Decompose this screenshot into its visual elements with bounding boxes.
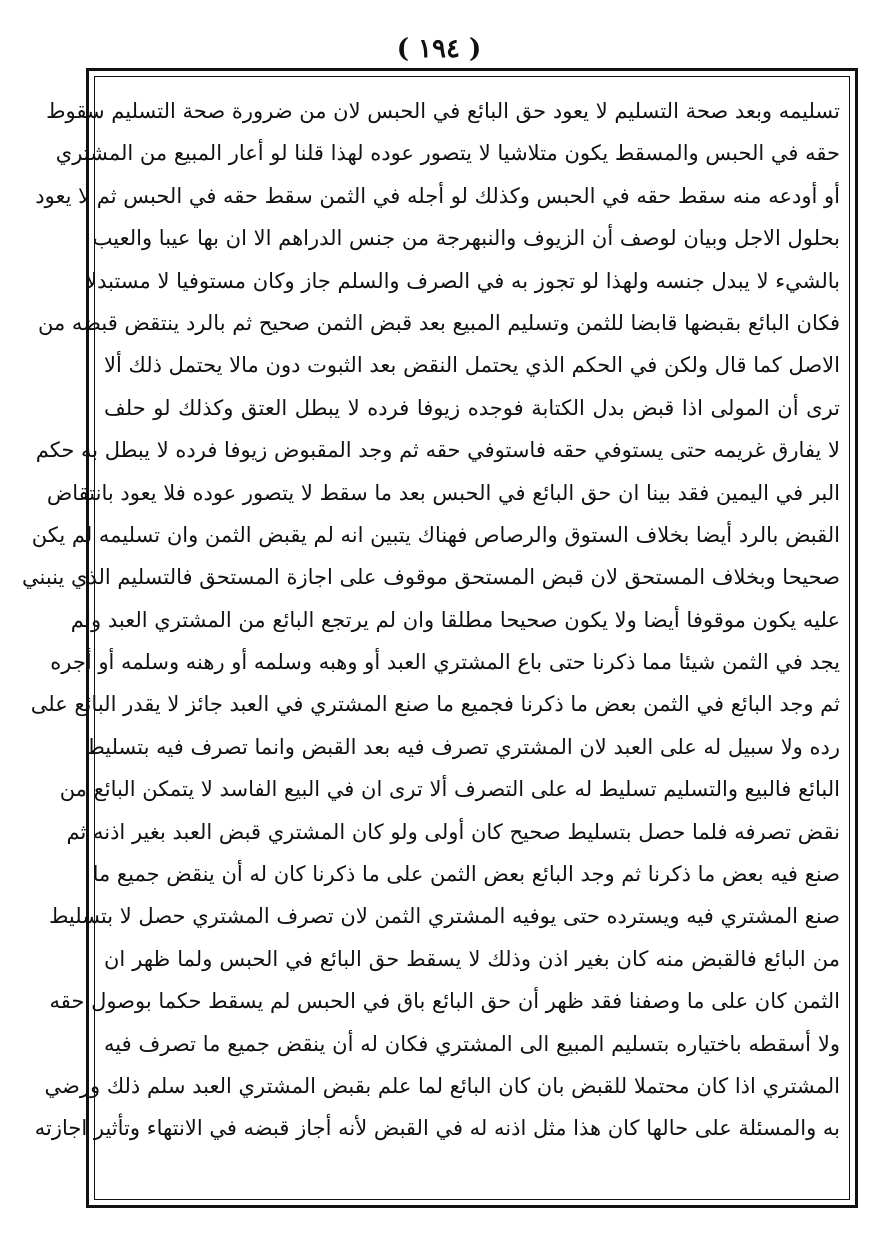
text-line: الثمن كان على ما وصفنا فقد ظهر أن حق البائع باق في الحبس لم يسقط حكما بوصول حقه bbox=[49, 989, 840, 1014]
text-line: تسليمه وبعد صحة التسليم لا يعود حق البائع في الحبس لان من ضرورة صحة التسليم سقوط bbox=[46, 99, 840, 123]
text-line: فكان البائع بقبضها قابضا للثمن وتسليم المبيع بعد قبض الثمن صحيح ثم بالرد ينتقض قبضه من bbox=[37, 310, 840, 335]
text-line: نقض تصرفه فلما حصل بتسليط صحيح كان أولى ولو كان المشتري قبض العبد بغير اذنه ثم bbox=[66, 819, 840, 844]
text-line: عليه يكون موقوفا أيضا ولا يكون صحيحا مطلقا وان لم يرتجع البائع من المشتري العبد ولم bbox=[70, 607, 840, 632]
text-line: لا يفارق غريمه حتى يستوفي حقه فاستوفي حقه ثم وجد المقبوض زيوفا فرده لا يبطل به حكم bbox=[35, 438, 840, 463]
page-number: ( ١٩٤ ) bbox=[396, 34, 482, 64]
text-line: أو أودعه منه سقط حقه في الحبس وكذلك لو أجله في الثمن سقط حقه في الحبس ثم لا يعود bbox=[35, 183, 840, 208]
text-line: بحلول الاجل وبيان لوصف أن الزيوف والنبهرجة من جنس الدراهم الا ان بها عيبا والعيب bbox=[92, 226, 840, 251]
text-line: بالشيء لا يبدل جنسه ولهذا لو تجوز به في الصرف والسلم جاز وكان مستوفيا لا مستبدلا bbox=[85, 268, 840, 293]
text-line: صنع فيه بعض ما ذكرنا ثم وجد البائع بعض الثمن على ما ذكرنا كان له أن ينقض جميع ما bbox=[92, 862, 840, 887]
text-line: القبض بالرد أيضا بخلاف الستوق والرصاص فهناك يتبين انه لم يقبض الثمن وان تسليمه لم يكن bbox=[31, 522, 840, 547]
text-line: الاصل كما قال ولكن في الحكم الذي يحتمل النقض بعد الثبوت دون مالا يحتمل ذلك ألا bbox=[104, 353, 840, 378]
text-line: رده ولا سبيل له على العبد لان المشتري تصرف فيه بعد القبض وانما تصرف فيه بتسليط bbox=[85, 734, 840, 759]
text-line: ثم وجد البائع في الثمن بعض ما ذكرنا فجميع ما صنع المشتري في العبد جائز لا يقدر البائع على bbox=[30, 692, 840, 717]
text-line: ترى أن المولى اذا قبض بدل الكتابة فوجده زيوفا فرده لا يبطل العتق وكذلك لو حلف bbox=[104, 395, 840, 420]
text-line: البر في اليمين فقد بينا ان حق البائع في الحبس بعد ما سقط لا يتصور عوده فلا يعود بانتقاض bbox=[46, 480, 840, 505]
text-line: من البائع فالقبض منه كان بغير اذن وذلك لا يسقط حق البائع في الحبس ولما ظهر ان bbox=[104, 946, 840, 971]
text-line: البائع فالبيع والتسليم تسليط له على التصرف ألا ترى ان في البيع الفاسد لا يتمكن البائع من bbox=[59, 777, 840, 802]
text-line: يجد في الثمن شيئا مما ذكرنا حتى باع المشتري العبد أو وهبه وسلمه أو رهنه وسلمه أو أجره bbox=[50, 650, 840, 675]
main-text bbox=[22, 90, 840, 1150]
text-line: صحيحا وبخلاف المستحق لان قبض المستحق موقوف على اجازة المستحق فالتسليم الذي ينبني bbox=[22, 565, 840, 590]
text-line: به والمسئلة على حالها كان هذا مثل اذنه له في القبض لأنه أجاز قبضه في الانتهاء وتأثير اجازته bbox=[34, 1116, 840, 1141]
text-line: صنع المشتري فيه ويسترده حتى يوفيه المشتري الثمن لان تصرف المشتري حصل لا بتسليط bbox=[48, 904, 840, 929]
text-line: ولا أسقطه باختياره بتسليم المبيع الى المشتري فكان له أن ينقض جميع ما تصرف فيه bbox=[104, 1031, 840, 1056]
text-line: حقه في الحبس والمسقط يكون متلاشيا لا يتصور عوده لهذا قلنا لو أعار المبيع من المشتري bbox=[55, 141, 840, 166]
text-line: المشتري اذا كان محتملا للقبض بان كان البائع لما علم بقبض المشتري العبد سلم ذلك ورضي bbox=[44, 1073, 840, 1098]
